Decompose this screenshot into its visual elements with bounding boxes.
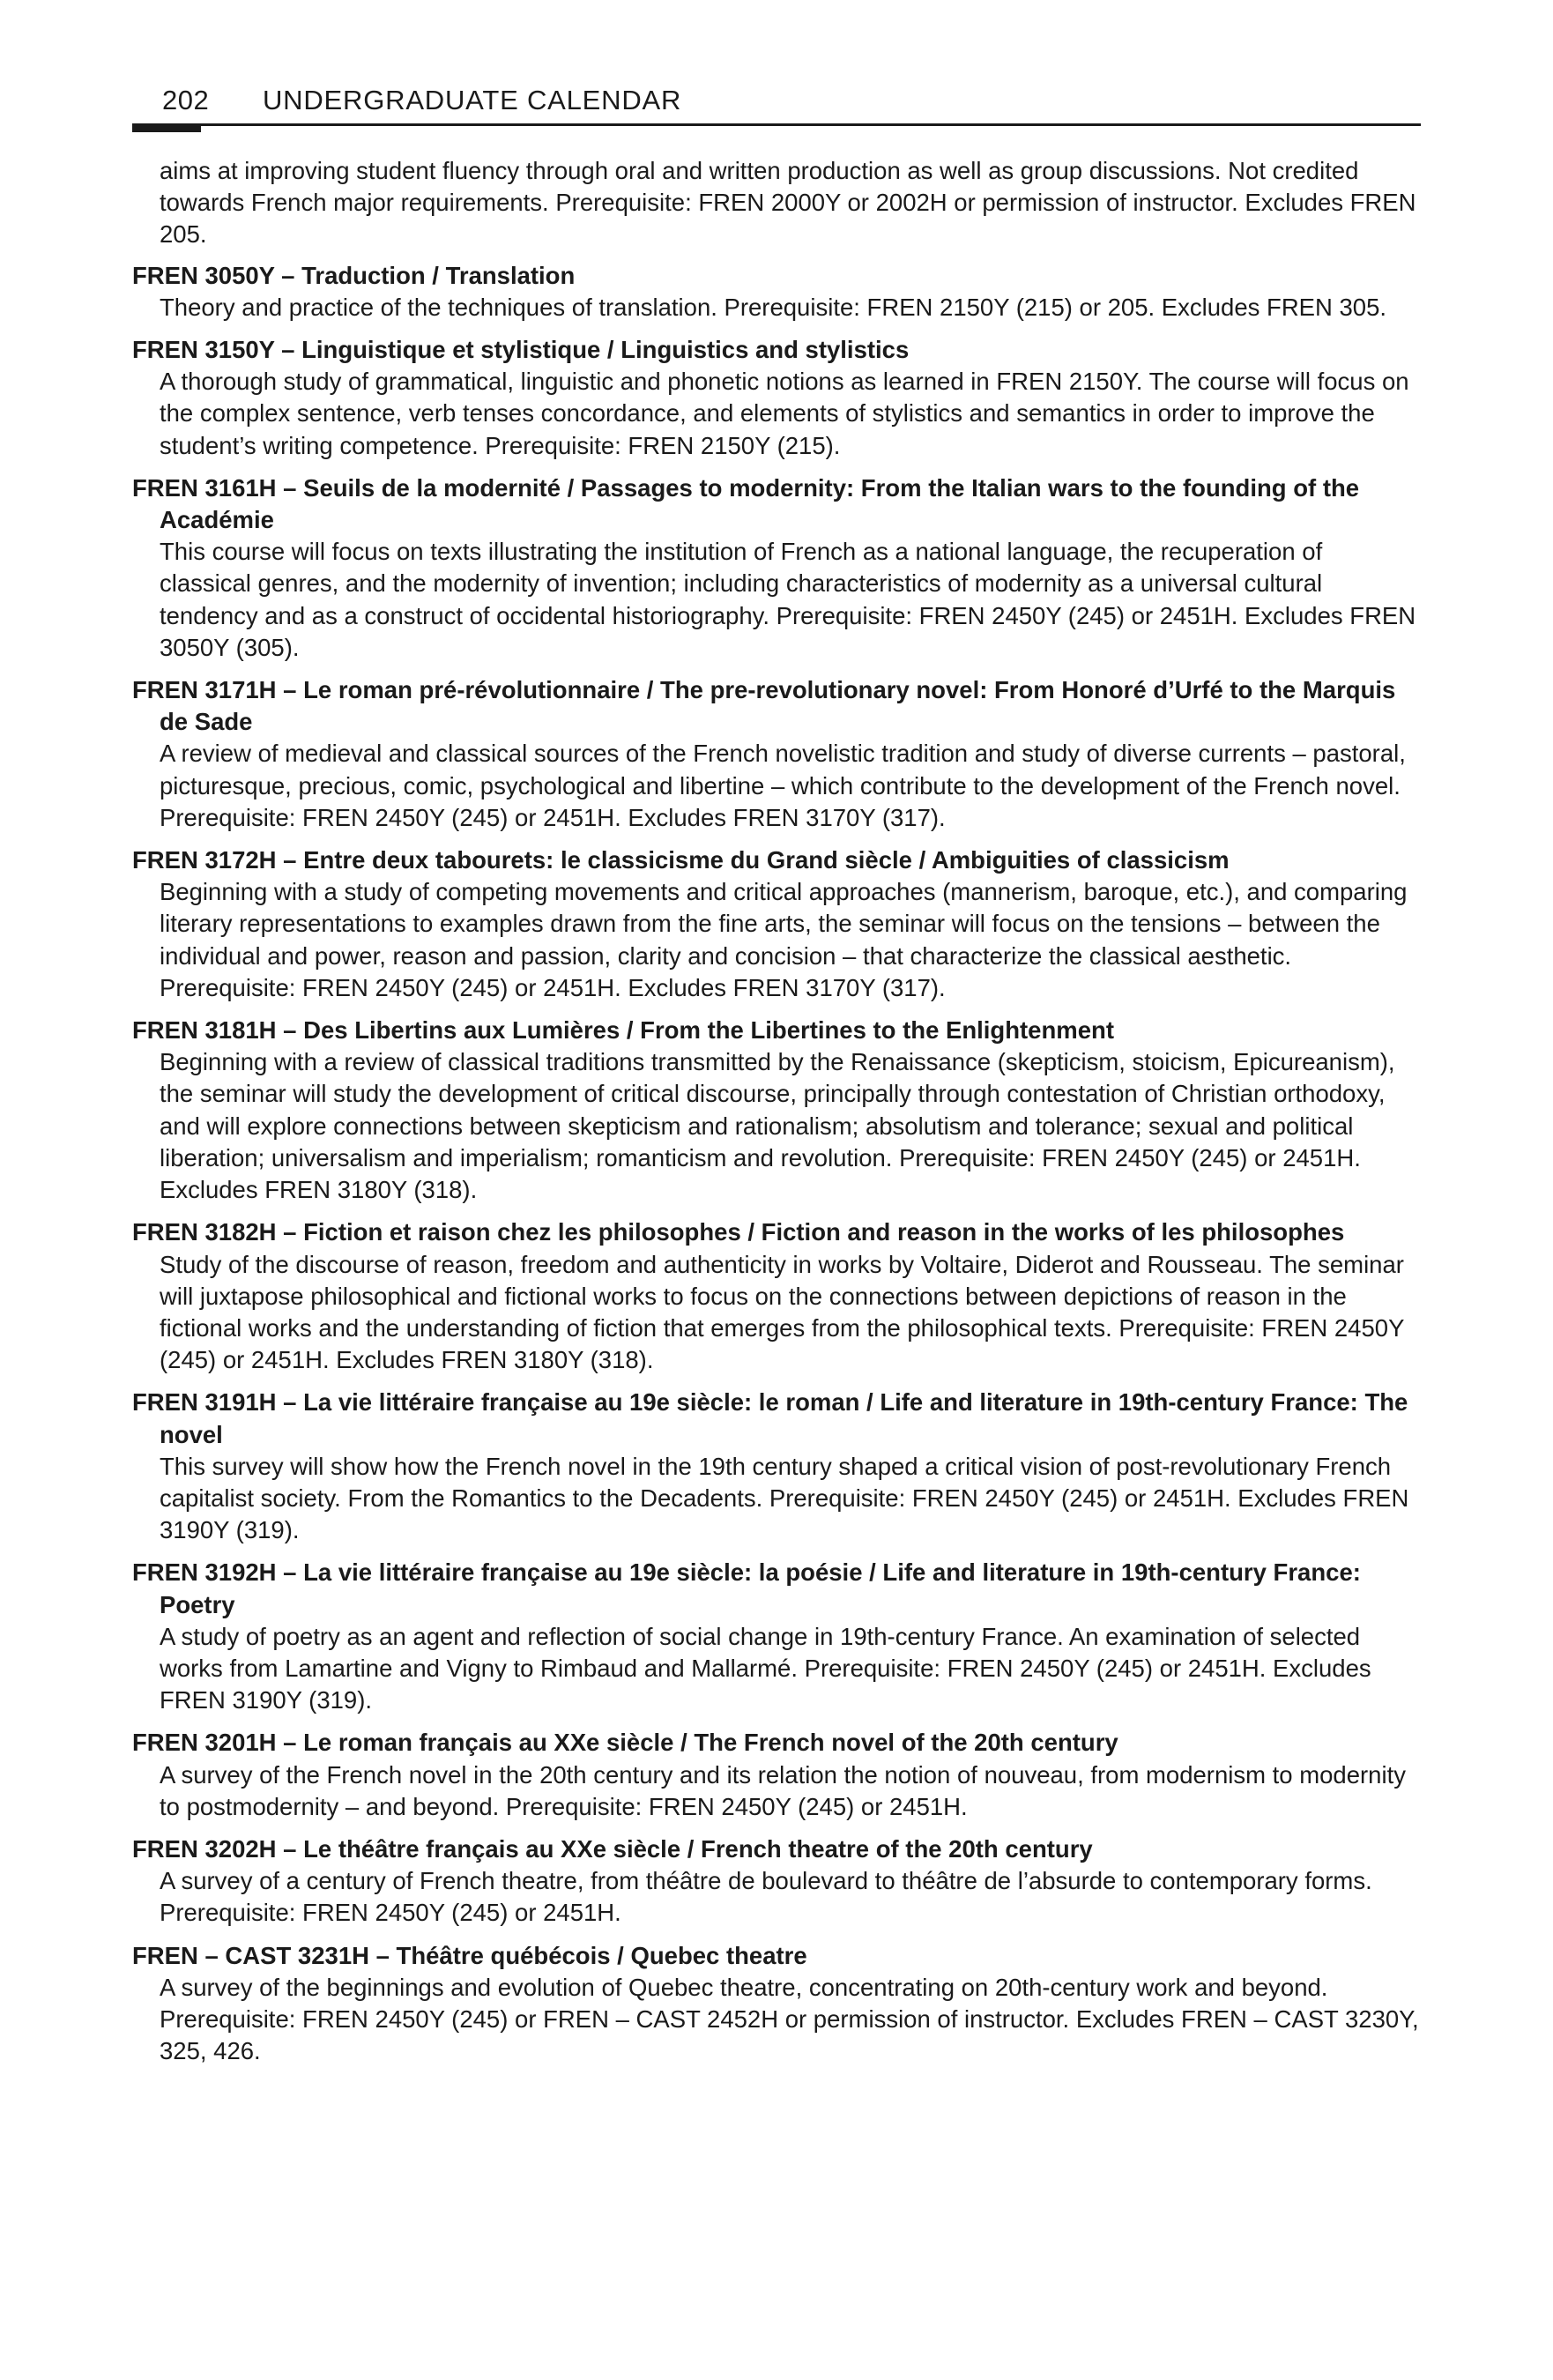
course-title: FREN 3182H – Fiction et raison chez les philosophes / Fiction and reason in the works of les philosophes bbox=[132, 1218, 1345, 1246]
header-accent-block bbox=[132, 123, 201, 132]
course-entry bbox=[132, 1833, 1419, 1930]
course-entry bbox=[132, 1216, 1419, 1376]
course-title: FREN 3050Y – Traduction / Translation bbox=[132, 261, 576, 289]
course-description: This course will focus on texts illustrating the institution of French as a national language, the recuperation of classical genres, and the modernity of invention; including characteristics of modernity as a universal cultural tendency and as a construct of occidental historiography. Prerequisite: FREN 2450Y (245) or 2451H. Excludes FREN 3050Y (305). bbox=[160, 538, 1416, 661]
course-title: FREN 3181H – Des Libertins aux Lumières / From the Libertines to the Enlightenment bbox=[132, 1016, 1114, 1045]
calendar-page bbox=[132, 0, 1421, 2380]
course-description: This survey will show how the French novel in the 19th century shaped a critical vision of post-revolutionary French capitalist society. From the Romantics to the Decadents. Prerequisite: FREN 2450Y (245) or 2451H. Excludes FREN 3190Y (319). bbox=[160, 1452, 1409, 1544]
course-title: FREN 3172H – Entre deux tabourets: le classicisme du Grand siècle / Ambiguities of classicism bbox=[132, 846, 1230, 874]
course-title: FREN 3150Y – Linguistique et stylistique / Linguistics and stylistics bbox=[132, 336, 910, 364]
page-number: 202 bbox=[162, 85, 210, 115]
course-title: FREN 3161H – Seuils de la modernité / Passages to modernity: From the Italian wars to the founding of the Académie bbox=[132, 473, 1360, 534]
course-listing bbox=[132, 155, 1419, 2078]
course-entry bbox=[132, 334, 1419, 462]
course-entry bbox=[132, 260, 1419, 324]
running-header-title: UNDERGRADUATE CALENDAR bbox=[263, 85, 682, 115]
course-title: FREN 3202H – Le théâtre français au XXe siècle / French theatre of the 20th century bbox=[132, 1834, 1093, 1863]
course-entry bbox=[132, 844, 1419, 1004]
course-description: A review of medieval and classical sources of the French novelistic tradition and study of diverse currents – pastoral, picturesque, precious, comic, psychological and libertine – which contribute to the development of the French novel. Prerequisite: FREN 2450Y (245) or 2451H. Excludes FREN 3170Y (317). bbox=[160, 740, 1406, 831]
header-rule bbox=[132, 123, 1421, 126]
course-title: FREN 3201H – Le roman français au XXe siècle / The French novel of the 20th century bbox=[132, 1729, 1118, 1757]
course-description: A survey of a century of French theatre, from théâtre de boulevard to théâtre de l’absurde to contemporary forms. Prerequisite: FREN 2450Y (245) or 2451H. bbox=[160, 1867, 1372, 1927]
course-entry bbox=[132, 1727, 1419, 1823]
course-description: A survey of the French novel in the 20th century and its relation the notion of nouveau, from modernism to modernity to postmodernity – and beyond. Prerequisite: FREN 2450Y (245) or 2451H. bbox=[160, 1760, 1406, 1820]
course-entry bbox=[132, 674, 1419, 834]
continued-description: aims at improving student fluency through oral and written production as well as group discussions. Not credited towards French major requirements. Prerequisite: FREN 2000Y or 2002H or permission of instructor. Excludes FREN 205. bbox=[160, 157, 1416, 249]
course-description: A thorough study of grammatical, linguistic and phonetic notions as learned in FREN 2150Y. The course will focus on the complex sentence, verb tenses concordance, and elements of stylistics and semantics in order to improve the student’s writing competence. Prerequisite: FREN 2150Y (215). bbox=[160, 368, 1409, 459]
course-description: Theory and practice of the techniques of translation. Prerequisite: FREN 2150Y (215) or 205. Excludes FREN 305. bbox=[160, 293, 1387, 321]
course-description: Beginning with a study of competing movements and critical approaches (mannerism, baroque, etc.), and comparing literary representations to examples drawn from the fine arts, the seminar will focus on the tensions – between the individual and power, reason and passion, clarity and concision – that characterize the classical aesthetic. Prerequisite: FREN 2450Y (245) or 2451H. Excludes FREN 3170Y (317). bbox=[160, 878, 1408, 1001]
course-title: FREN 3171H – Le roman pré-révolutionnaire / The pre-revolutionary novel: From Honoré d’Urfé to the Marquis de Sade bbox=[132, 676, 1396, 736]
course-entry bbox=[132, 1015, 1419, 1206]
course-title: FREN – CAST 3231H – Théâtre québécois / Quebec theatre bbox=[132, 1941, 807, 1969]
course-description: Study of the discourse of reason, freedom and authenticity in works by Voltaire, Diderot and Rousseau. The seminar will juxtapose philosophical and fictional works to focus on the connections between depictions of reason in the fictional works and the understanding of fiction that emerges from the philosophical texts. Prerequisite: FREN 2450Y (245) or 2451H. Excludes FREN 3180Y (318). bbox=[160, 1250, 1404, 1374]
page-header bbox=[132, 81, 1421, 132]
course-entry bbox=[132, 1387, 1419, 1546]
course-description: A study of poetry as an agent and reflection of social change in 19th-century France. An examination of selected works from Lamartine and Vigny to Rimbaud and Mallarmé. Prerequisite: FREN 2450Y (245) or 2451H. Excludes FREN 3190Y (319). bbox=[160, 1622, 1371, 1714]
course-entry bbox=[132, 1557, 1419, 1716]
course-title: FREN 3191H – La vie littéraire française au 19e siècle: le roman / Life and literature in 19th-century France: The novel bbox=[132, 1388, 1408, 1448]
course-entry bbox=[132, 1940, 1419, 2068]
course-description: A survey of the beginnings and evolution of Quebec theatre, concentrating on 20th-century work and beyond. Prerequisite: FREN 2450Y (245) or FREN – CAST 2452H or permission of instructor. Excludes FREN – CAST 3230Y, 325, 426. bbox=[160, 1973, 1419, 2065]
course-entry bbox=[132, 472, 1419, 664]
course-title: FREN 3192H – La vie littéraire française au 19e siècle: la poésie / Life and literature in 19th-century France: Poetry bbox=[132, 1558, 1361, 1618]
course-description: Beginning with a review of classical traditions transmitted by the Renaissance (skepticism, stoicism, Epicureanism), the seminar will study the development of critical discourse, principally through contestation of Christian orthodoxy, and will explore connections between skepticism and rationalism; absolutism and tolerance; sexual and political liberation; universalism and imperialism; romanticism and revolution. Prerequisite: FREN 2450Y (245) or 2451H. Excludes FREN 3180Y (318). bbox=[160, 1048, 1395, 1204]
